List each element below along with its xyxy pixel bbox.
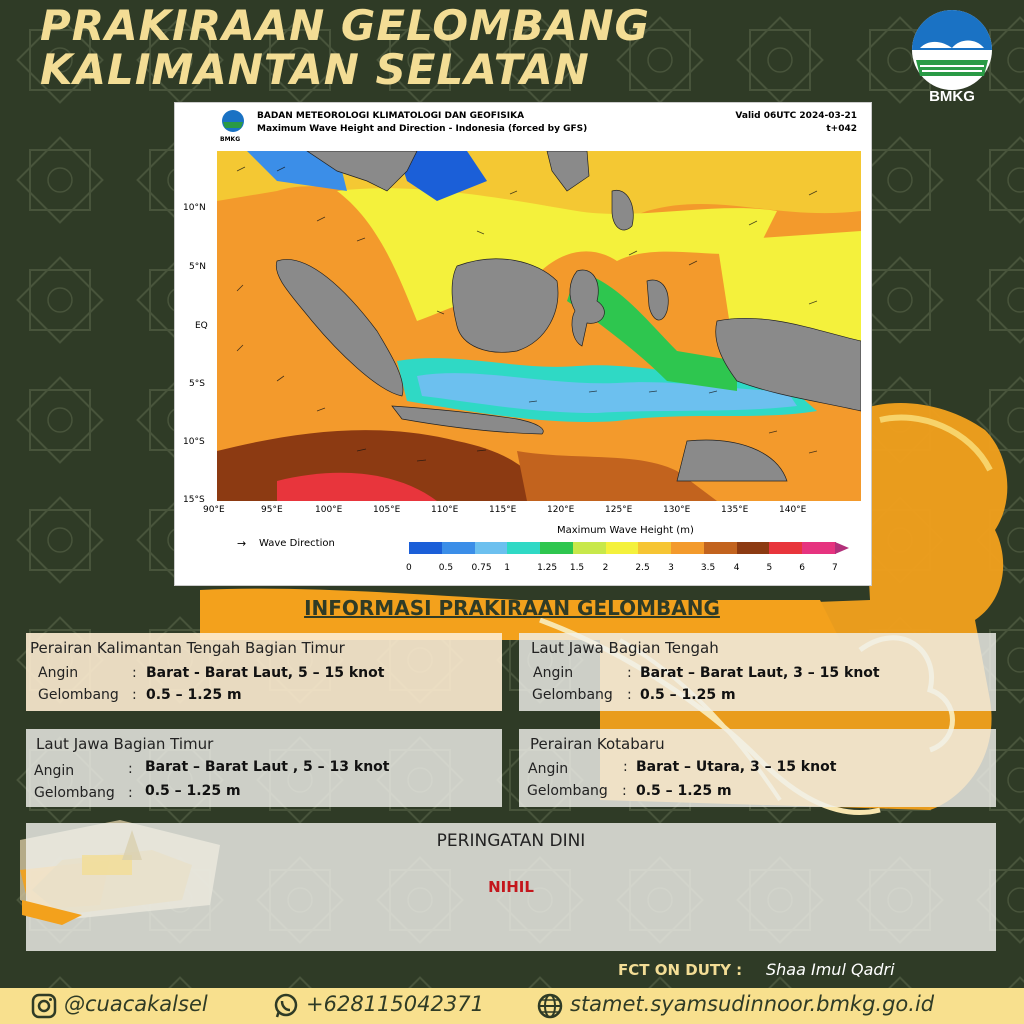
colorbar-segment xyxy=(737,542,771,554)
card-colon: : xyxy=(128,761,133,777)
colorbar-segment xyxy=(442,542,476,554)
colorbar-segment xyxy=(704,542,738,554)
globe-icon xyxy=(536,992,564,1020)
colorbar-segment xyxy=(409,542,443,554)
colorbar-segment xyxy=(769,542,803,554)
website-link[interactable]: stamet.syamsudinnoor.bmkg.go.id xyxy=(570,992,935,1016)
card-colon: : xyxy=(132,665,137,681)
instagram-icon xyxy=(30,992,58,1020)
map-mini-logo-text: BMKG xyxy=(220,136,241,143)
colorbar-segment xyxy=(540,542,574,554)
card-colon: : xyxy=(132,687,137,703)
info-section-title: INFORMASI PRAKIRAAN GELOMBANG xyxy=(304,596,720,620)
card-wind-value: Barat – Utara, 3 – 15 knot xyxy=(636,759,837,775)
lon-label: 120°E xyxy=(547,505,575,515)
card-wind-label: Angin xyxy=(38,665,79,681)
ship-illustration-icon xyxy=(22,820,242,930)
card-wave-label: Gelombang xyxy=(38,687,119,703)
lon-label: 140°E xyxy=(779,505,807,515)
colorbar-tick-label: 6 xyxy=(799,563,805,573)
map-org-title: BADAN METEOROLOGI KLIMATOLOGI DAN GEOFISIKA xyxy=(257,111,525,121)
forecast-card xyxy=(519,633,996,711)
colorbar-tick-label: 0.5 xyxy=(438,563,454,573)
whatsapp-link[interactable]: +628115042371 xyxy=(306,992,484,1016)
colorbar-tick-label: 0.75 xyxy=(471,563,492,573)
forecast-card xyxy=(519,729,996,807)
page-title xyxy=(40,1,650,94)
colorbar-segment xyxy=(835,542,849,554)
colorbar-tick-label: 4 xyxy=(733,563,740,573)
card-wind-value: Barat – Barat Laut , 5 – 13 knot xyxy=(145,759,390,775)
duty-name: Shaa Imul Qadri xyxy=(766,960,895,979)
colorbar-tick-label: 2 xyxy=(602,563,609,573)
card-colon: : xyxy=(627,687,632,703)
wave-height-map xyxy=(217,151,861,501)
colorbar-segment xyxy=(606,542,640,554)
wave-map-figure xyxy=(174,102,872,586)
colorbar-tick-label: 1.5 xyxy=(569,563,585,573)
lat-label: 5°S xyxy=(189,379,205,389)
card-wave-value: 0.5 – 1.25 m xyxy=(640,687,736,703)
title-line-2: KALIMANTAN SELATAN xyxy=(40,45,590,94)
card-colon: : xyxy=(627,665,632,681)
colorbar-tick-label: 5 xyxy=(766,563,773,573)
colorbar-title: Maximum Wave Height (m) xyxy=(557,525,694,536)
duty-label: FCT ON DUTY : xyxy=(618,961,743,979)
colorbar-segment xyxy=(802,542,836,554)
card-area-name: Perairan Kalimantan Tengah Bagian Timur xyxy=(30,639,345,657)
lon-label: 105°E xyxy=(373,505,401,515)
card-wind-label: Angin xyxy=(533,665,574,681)
lat-label: 10°N xyxy=(183,203,206,213)
card-colon: : xyxy=(622,783,627,799)
lon-label: 90°E xyxy=(203,505,225,515)
colorbar-tick-label: 3 xyxy=(668,563,674,573)
card-colon: : xyxy=(623,759,628,775)
map-mini-logo-icon xyxy=(219,109,247,139)
colorbar xyxy=(409,542,845,554)
colorbar-segment xyxy=(573,542,607,554)
card-wind-value: Barat – Barat Laut, 3 – 15 knot xyxy=(640,665,880,681)
colorbar-tick-label: 1 xyxy=(504,563,511,573)
colorbar-tick-label: 2.5 xyxy=(635,563,650,573)
card-area-name: Perairan Kotabaru xyxy=(530,735,665,753)
forecast-card xyxy=(26,633,502,711)
whatsapp-icon xyxy=(272,992,300,1020)
forecast-card xyxy=(26,729,502,807)
map-valid-time: Valid 06UTC 2024-03-21 xyxy=(735,111,857,121)
card-colon: : xyxy=(128,785,133,801)
wave-direction-label: Wave Direction xyxy=(259,538,335,549)
card-wave-value: 0.5 – 1.25 m xyxy=(145,783,241,799)
lat-label: 5°N xyxy=(189,262,206,272)
colorbar-tick-label: 3.5 xyxy=(700,563,716,573)
lon-label: 100°E xyxy=(315,505,343,515)
lon-label: 95°E xyxy=(261,505,283,515)
lon-label: 135°E xyxy=(721,505,749,515)
card-wave-label: Gelombang xyxy=(34,785,115,801)
lon-label: 115°E xyxy=(489,505,517,515)
footer-bar xyxy=(0,988,1024,1024)
map-forecast-step: t+042 xyxy=(826,124,857,134)
lon-label: 110°E xyxy=(431,505,459,515)
lon-label: 130°E xyxy=(663,505,691,515)
colorbar-ticks xyxy=(406,563,845,577)
card-wind-label: Angin xyxy=(528,761,569,777)
lat-label: 15°S xyxy=(183,495,205,505)
colorbar-segment xyxy=(638,542,672,554)
card-wave-label: Gelombang xyxy=(527,783,608,799)
card-wave-value: 0.5 – 1.25 m xyxy=(146,687,242,703)
colorbar-tick-label: 7 xyxy=(832,563,838,573)
map-subtitle: Maximum Wave Height and Direction - Indonesia (forced by GFS) xyxy=(257,124,588,134)
title-line-1: PRAKIRAAN GELOMBANG xyxy=(40,1,650,50)
instagram-link[interactable]: @cuacakalsel xyxy=(64,992,208,1016)
lat-label: EQ xyxy=(195,321,208,331)
colorbar-tick-label: 1.25 xyxy=(537,563,558,573)
card-wave-label: Gelombang xyxy=(532,687,613,703)
wave-direction-arrow-icon: → xyxy=(237,537,247,550)
warning-value: NIHIL xyxy=(488,878,534,896)
lat-label: 10°S xyxy=(183,437,205,447)
card-wave-value: 0.5 – 1.25 m xyxy=(636,783,732,799)
lon-label: 125°E xyxy=(605,505,633,515)
card-area-name: Laut Jawa Bagian Tengah xyxy=(531,639,719,657)
colorbar-segment xyxy=(475,542,509,554)
colorbar-segment xyxy=(507,542,541,554)
colorbar-tick-label: 0 xyxy=(406,563,412,573)
colorbar-segment xyxy=(671,542,705,554)
bmkg-logo-text: BMKG xyxy=(929,88,975,105)
card-area-name: Laut Jawa Bagian Timur xyxy=(36,735,214,753)
warning-title: PERINGATAN DINI xyxy=(436,831,586,851)
card-wind-label: Angin xyxy=(34,763,75,779)
card-wind-value: Barat - Barat Laut, 5 – 15 knot xyxy=(146,665,385,681)
